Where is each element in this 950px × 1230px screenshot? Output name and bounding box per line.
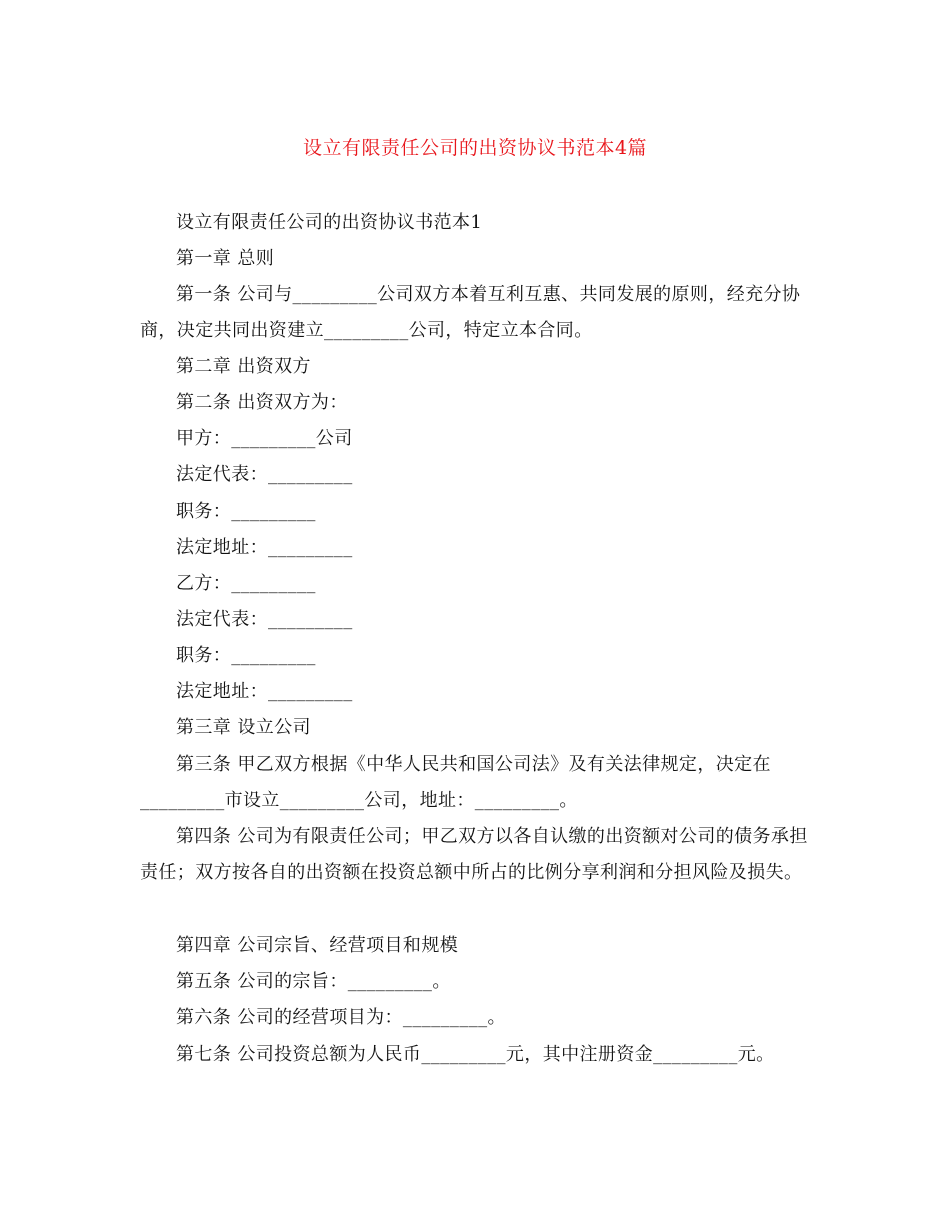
paragraph-chapter-4: 第四章 公司宗旨、经营项目和规模 bbox=[176, 935, 459, 956]
paragraph-article-4: 第四条 公司为有限责任公司；甲乙双方以各自认缴的出资额对公司的债务承担责任；双方按各自的出资额在投资总额中所占的比例分享利润和分担风险及损失。 bbox=[140, 826, 808, 883]
paragraph-party-b-position: 职务：_________ bbox=[176, 645, 316, 666]
paragraph-party-b: 乙方：_________ bbox=[176, 573, 316, 594]
paragraph-article-6: 第六条 公司的经营项目为：_________。 bbox=[176, 1007, 506, 1028]
paragraph-party-a-address: 法定地址：_________ bbox=[176, 537, 353, 558]
paragraph-party-b-representative: 法定代表：_________ bbox=[176, 609, 353, 630]
paragraph-party-a-representative: 法定代表：_________ bbox=[176, 464, 353, 485]
paragraph-chapter-3: 第三章 设立公司 bbox=[176, 717, 311, 738]
paragraph-party-a-position: 职务：_________ bbox=[176, 501, 316, 522]
paragraph-party-a: 甲方：_________公司 bbox=[176, 428, 353, 449]
paragraph-article-1: 第一条 公司与_________公司双方本着互利互惠、共同发展的原则，经充分协商，决定共同出资建立_________公司，特定立本合同。 bbox=[140, 284, 801, 341]
document-title: 设立有限责任公司的出资协议书范本4篇 bbox=[302, 137, 648, 159]
paragraph-article-5: 第五条 公司的宗旨：_________。 bbox=[176, 971, 451, 992]
paragraph-chapter-2: 第二章 出资双方 bbox=[176, 356, 311, 377]
paragraph-article-7: 第七条 公司投资总额为人民币_________元，其中注册资金_________元。 bbox=[176, 1044, 775, 1065]
paragraph-sample-heading: 设立有限责任公司的出资协议书范本1 bbox=[176, 212, 483, 233]
paragraph-party-b-address: 法定地址：_________ bbox=[176, 681, 353, 702]
paragraph-article-3: 第三条 甲乙双方根据《中华人民共和国公司法》及有关法律规定，决定在_________市设立_________公司，地址：_________。 bbox=[140, 754, 771, 811]
paragraph-article-2: 第二条 出资双方为： bbox=[176, 392, 348, 413]
paragraph-chapter-1: 第一章 总则 bbox=[176, 248, 275, 269]
